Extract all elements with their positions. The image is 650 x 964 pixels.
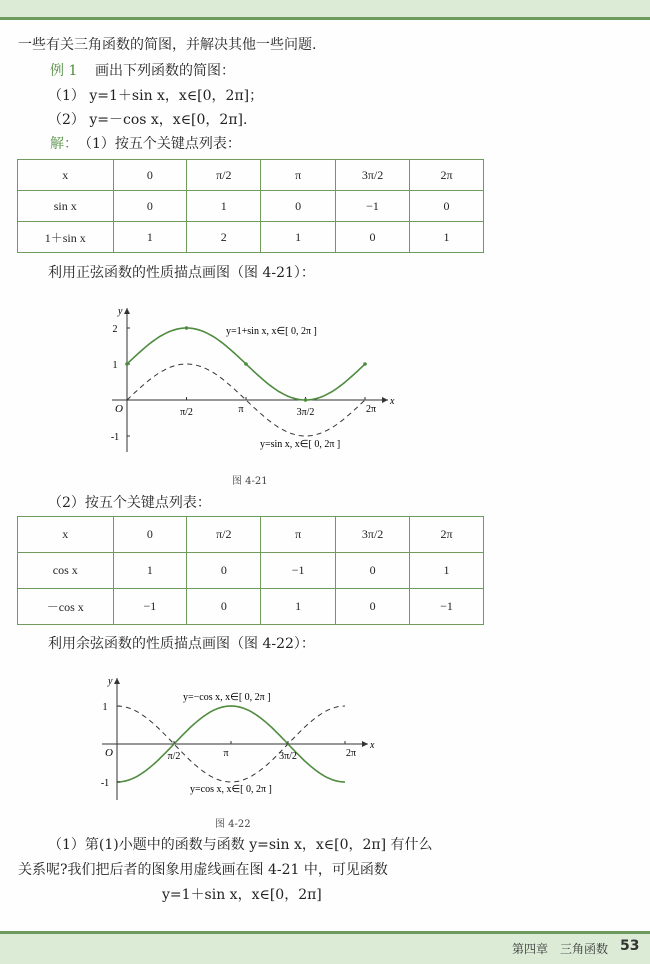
table-cell: −1	[113, 589, 187, 625]
x-tick-label: 2π	[365, 404, 377, 415]
table-cell: 3π/2	[336, 160, 410, 191]
table-cell: 0	[261, 191, 336, 222]
item-1: （1） y=1＋sin x，x∈[0，2π]；	[48, 88, 264, 104]
table-cell: π	[261, 517, 336, 553]
table-cell: 1	[261, 222, 336, 253]
table-cell: 2π	[410, 160, 484, 191]
y-tick-label: -1	[110, 432, 120, 443]
fig1-caption: 图 4-21	[232, 476, 268, 487]
dashed-curve-label: y=sin x, x∈[ 0, 2π ]	[260, 439, 341, 450]
table-cell: －cos x	[18, 589, 114, 625]
chapter-title: 第四章 三角函数	[512, 942, 609, 956]
table-cell: cos x	[18, 553, 114, 589]
x-tick-label: π/2	[180, 407, 193, 418]
x-axis-label: x	[370, 740, 375, 751]
table-cell: 0	[113, 517, 187, 553]
y-axis-arrow-icon	[114, 678, 120, 684]
table-cell: 0	[336, 222, 410, 253]
table-cell: π/2	[187, 517, 261, 553]
table-cell: 1	[113, 222, 187, 253]
table-cell: −1	[261, 553, 336, 589]
x-tick-label: π/2	[167, 751, 181, 762]
paragraph-line-2: 关系呢?我们把后者的图象用虚线画在图 4-21 中，可见函数	[18, 862, 388, 878]
table-cell: 1＋sin x	[18, 222, 114, 253]
y-axis-label: y	[118, 306, 123, 317]
table-cell: π/2	[187, 160, 261, 191]
y-axis-label: y	[108, 676, 113, 687]
table-cell: 0	[410, 191, 484, 222]
fig2-caption: 图 4-22	[215, 819, 251, 830]
solid-curve-label: y=1+sin x, x∈[ 0, 2π ]	[226, 326, 317, 337]
formula-line: y=1＋sin x，x∈[0，2π]	[162, 887, 322, 903]
y-tick-label: -1	[100, 778, 110, 789]
example-label: 例 1	[50, 63, 78, 79]
y-tick-label: 1	[102, 702, 108, 713]
x-axis-arrow-icon	[362, 741, 368, 747]
table-cell: 0	[113, 191, 187, 222]
table-cell: π	[261, 160, 336, 191]
x-tick-label: 3π/2	[296, 407, 315, 418]
table-cell: 1	[261, 589, 336, 625]
table-cell: 0	[187, 589, 261, 625]
table-cell: 2	[187, 222, 261, 253]
origin-label: O	[105, 747, 113, 759]
table-cell: x	[18, 160, 114, 191]
table-cell: 1	[410, 553, 484, 589]
table-cell: −1	[336, 191, 410, 222]
dashed-curve-label: y=cos x, x∈[ 0, 2π ]	[190, 784, 272, 795]
y-tick-label: 1	[112, 360, 118, 371]
solid-curve-label: y=−cos x, x∈[ 0, 2π ]	[183, 692, 271, 703]
table-cell: −1	[410, 589, 484, 625]
table-cell: x	[18, 517, 114, 553]
x-axis-label: x	[390, 396, 395, 407]
y-tick-label: 2	[112, 324, 118, 335]
fig2-intro: 利用余弦函数的性质描点画图（图 4-22）：	[48, 636, 315, 652]
item-2: （2） y=－cos x，x∈[0，2π].	[48, 112, 248, 128]
origin-label: O	[115, 403, 123, 415]
solution-text: （1）按五个关键点列表：	[78, 136, 241, 152]
table-cell: 0	[336, 553, 410, 589]
fig1-intro: 利用正弦函数的性质描点画图（图 4-21）：	[48, 265, 315, 281]
table-cell: 1	[113, 553, 187, 589]
x-tick-label: 3π/2	[279, 751, 297, 762]
x-tick-label: π	[223, 748, 229, 759]
x-tick-label: π	[238, 404, 244, 415]
table-cell: sin x	[18, 191, 114, 222]
page-number: 53	[620, 938, 640, 954]
table-cell: 0	[336, 589, 410, 625]
table-cell: 3π/2	[336, 517, 410, 553]
table-cell: 0	[113, 160, 187, 191]
solution-label: 解：	[50, 136, 78, 152]
x-tick-label: 2π	[345, 748, 357, 759]
table-cell: 0	[187, 553, 261, 589]
paragraph-line-1: （1）第(1)小题中的函数与函数 y=sin x，x∈[0，2π] 有什么	[48, 837, 433, 853]
table-cell: 1	[410, 222, 484, 253]
table-cell: 1	[187, 191, 261, 222]
example-text: 画出下列函数的简图：	[95, 63, 235, 79]
table-cell: 2π	[410, 517, 484, 553]
intro-line: 一些有关三角函数的简图，并解决其他一些问题.	[18, 37, 317, 53]
part2-text: （2）按五个关键点列表：	[48, 495, 211, 511]
